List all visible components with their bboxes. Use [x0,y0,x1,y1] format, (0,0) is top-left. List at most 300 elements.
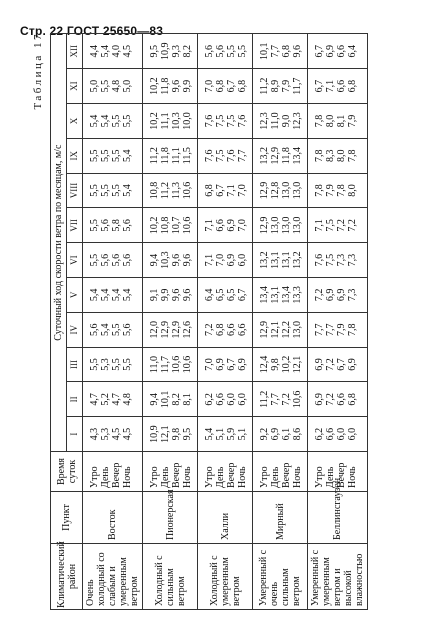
wind-speed-value: 10,1 [259,42,270,61]
wind-speed-cell [308,382,368,417]
wind-speed-cell [143,347,198,382]
table-row [198,34,253,610]
wind-speed-value: 5,4 [122,288,133,302]
wind-speed-cell [308,34,368,69]
wind-speed-value: 7,2 [314,288,325,302]
wind-speed-value: 11,1 [171,147,182,165]
time-of-day-cell [143,452,198,492]
wind-speed-value: 6,8 [347,393,358,406]
wind-speed-value: 11,0 [149,355,160,374]
wind-speed-value: 13,0 [292,181,303,200]
month-header: XI [67,69,83,104]
wind-speed-cell [83,104,143,139]
wind-speed-value: 6,4 [347,45,358,58]
wind-speed-cell [83,34,143,69]
wind-speed-value: 6,8 [215,79,226,93]
wind-speed-cell [143,104,198,139]
wind-speed-value: 10,8 [160,216,171,235]
wind-speed-value: 7,7 [314,323,325,336]
wind-speed-value: 6,6 [237,323,248,336]
wind-speed-value: 12,9 [259,216,270,235]
wind-speed-value: 6,2 [314,427,325,441]
wind-speed-cell [198,347,253,382]
time-of-day-label: Утро [149,466,160,488]
wind-speed-value: 11,1 [160,112,171,130]
wind-speed-value: 10,2 [149,216,160,235]
wind-speed-value: 5,4 [100,288,111,302]
wind-speed-value: 4,3 [89,427,100,441]
wind-speed-value: 10,2 [149,112,160,130]
wind-speed-value: 5,6 [100,219,111,232]
wind-speed-value: 7,9 [325,184,336,197]
wind-speed-value: 7,0 [204,79,215,93]
wind-speed-value: 5,4 [89,288,100,302]
wind-speed-cell [83,173,143,208]
wind-speed-value: 9,6 [182,288,193,302]
time-of-day-label: Вечер [111,462,122,488]
wind-speed-value: 6,6 [336,393,347,406]
wind-speed-value: 12,8 [270,181,281,200]
wind-speed-value: 7,9 [347,114,358,128]
wind-speed-cell [83,417,143,452]
wind-speed-value: 5,6 [122,219,133,232]
wind-speed-value: 11,2 [259,77,270,95]
wind-speed-value: 5,5 [89,184,100,197]
wind-speed-value: 7,2 [325,358,336,371]
wind-speed-value: 12,9 [171,320,182,339]
wind-speed-value: 6,0 [237,393,248,406]
time-of-day-label: День [325,466,336,488]
wind-speed-value: 7,9 [336,323,347,336]
wind-speed-value: 7,2 [281,393,292,406]
wind-speed-value: 7,0 [237,219,248,232]
wind-speed-value: 4,4 [89,45,100,58]
wind-speed-value: 8,3 [325,149,336,162]
wind-speed-value: 12,6 [182,320,193,339]
wind-speed-value: 10,6 [171,355,182,374]
wind-speed-cell [83,138,143,173]
time-of-day-label: Утро [314,466,325,488]
wind-speed-value: 13,2 [259,146,270,165]
wind-speed-value: 12,1 [270,320,281,339]
wind-speed-value: 13,0 [292,320,303,339]
wind-speed-value: 11,5 [182,147,193,165]
wind-speed-cell [308,417,368,452]
wind-speed-cell [308,278,368,313]
table-row [253,34,308,610]
wind-speed-value: 5,5 [89,253,100,267]
wind-speed-value: 7,3 [347,253,358,267]
wind-speed-value: 5,5 [89,219,100,232]
wind-speed-value: 5,0 [122,79,133,93]
wind-speed-cell [198,69,253,104]
wind-speed-value: 8,0 [347,184,358,197]
wind-speed-cell [308,104,368,139]
wind-speed-value: 9,2 [259,427,270,441]
wind-speed-value: 8,1 [182,393,193,406]
wind-speed-value: 7,1 [226,184,237,197]
wind-speed-value: 6,6 [215,393,226,406]
time-of-day-label: Утро [259,466,270,488]
wind-speed-cell [198,417,253,452]
city-cell: Восток [83,492,143,544]
wind-speed-value: 9,6 [171,79,182,93]
month-header: VI [67,243,83,278]
wind-speed-value: 9,6 [171,288,182,302]
wind-speed-value: 13,2 [259,251,270,269]
wind-speed-value: 7,6 [226,149,237,162]
wind-speed-value: 7,8 [314,184,325,197]
wind-speed-cell [198,138,253,173]
time-of-day-label: Вечер [226,462,237,488]
wind-speed-value: 7,8 [347,149,358,162]
wind-speed-value: 6,0 [336,427,347,441]
page-header: Стр. 22 ГОСТ 25650—83 [20,24,164,38]
wind-speed-value: 5,5 [226,45,237,58]
wind-speed-value: 5,6 [89,323,100,336]
wind-speed-value: 6,0 [226,393,237,406]
wind-speed-value: 8,0 [336,149,347,162]
wind-speed-value: 12,2 [281,320,292,339]
wind-speed-value: 11,2 [259,390,270,408]
wind-speed-value: 13,0 [281,181,292,200]
wind-speed-value: 5,6 [122,253,133,267]
header-row-1 [51,34,67,610]
wind-speed-value: 10,9 [149,425,160,443]
time-header: Время суток [51,452,83,492]
climatic-region-cell: Умеренный с умеренным ветром и высокой влажностью [308,544,368,610]
wind-speed-value: 6,1 [281,427,292,441]
wind-speed-value: 9,8 [270,358,281,371]
month-header: II [67,382,83,417]
wind-speed-value: 4,0 [111,45,122,58]
wind-speed-value: 6,8 [215,323,226,336]
wind-speed-value: 12,3 [259,112,270,130]
wind-speed-cell [253,347,308,382]
wind-speed-value: 9,4 [149,253,160,267]
wind-speed-value: 5,2 [100,393,111,406]
wind-speed-value: 7,0 [237,184,248,197]
wind-speed-value: 7,0 [204,358,215,371]
wind-speed-value: 5,4 [111,288,122,302]
wind-speed-value: 10,8 [149,181,160,200]
wind-speed-value: 5,5 [89,149,100,162]
wind-speed-value: 5,5 [100,79,111,93]
wind-speed-value: 6,9 [226,219,237,232]
wind-speed-value: 6,7 [226,358,237,371]
wind-speed-cell [198,243,253,278]
wind-speed-value: 7,7 [270,393,281,406]
wind-speed-value: 13,4 [281,286,292,304]
climatic-region-cell: Очень холодный со слабым и умеренным ветром [83,544,143,610]
wind-speed-value: 7,2 [336,219,347,232]
time-of-day-label: Ночь [347,466,358,488]
wind-speed-value: 11,3 [171,181,182,200]
time-of-day-label: Вечер [281,462,292,488]
wind-speed-value: 11,7 [160,355,171,374]
wind-speed-cell [253,138,308,173]
wind-speed-value: 7,1 [325,79,336,93]
wind-speed-value: 5,5 [100,184,111,197]
wind-speed-value: 6,5 [226,288,237,302]
wind-speed-value: 12,3 [292,112,303,130]
wind-speed-value: 10,1 [160,390,171,409]
wind-speed-value: 6,0 [347,427,358,441]
time-of-day-label: Ночь [292,466,303,488]
wind-speed-value: 5,3 [100,427,111,441]
wind-speed-cell [83,382,143,417]
month-header: V [67,278,83,313]
time-of-day-label: Вечер [171,462,182,488]
wind-speed-cell [143,208,198,243]
wind-speed-value: 7,8 [314,114,325,128]
wind-speed-value: 12,1 [292,355,303,374]
climatic-region-cell: Холодный с сильным ветром [143,544,198,610]
city-cell: Халли [198,492,253,544]
wind-speed-value: 5,5 [111,323,122,336]
wind-speed-value: 7,3 [347,288,358,302]
time-of-day-label: День [215,466,226,488]
wind-speed-value: 6,9 [314,393,325,406]
wind-speed-value: 7,2 [204,323,215,336]
wind-speed-cell [83,278,143,313]
wind-speed-value: 8,6 [292,427,303,441]
wind-speed-value: 7,8 [314,149,325,162]
wind-speed-value: 5,4 [100,45,111,58]
wind-speed-value: 10,6 [292,390,303,409]
wind-speed-value: 7,6 [204,149,215,162]
wind-speed-value: 9,8 [171,427,182,441]
wind-speed-value: 8,2 [182,45,193,58]
wind-speed-value: 5,4 [204,427,215,441]
wind-speed-cell [143,312,198,347]
wind-speed-value: 5,5 [111,184,122,197]
wind-speed-value: 13,4 [259,286,270,304]
wind-speed-value: 4,5 [122,45,133,58]
wind-speed-cell [253,382,308,417]
wind-speed-cell [198,312,253,347]
wind-speed-cell [253,312,308,347]
table-row [308,34,368,610]
wind-speed-cell [83,347,143,382]
wind-speed-value: 5,4 [100,323,111,336]
wind-speed-value: 6,4 [204,288,215,302]
wind-speed-value: 11,8 [160,147,171,165]
wind-speed-cell [143,243,198,278]
wind-speed-cell [83,243,143,278]
wind-speed-cell [253,243,308,278]
time-of-day-label: День [100,466,111,488]
wind-speed-value: 6,2 [204,393,215,406]
wind-speed-value: 13,4 [292,146,303,165]
wind-speed-value: 12,1 [160,425,171,443]
wind-speed-value: 9,3 [171,45,182,58]
wind-speed-value: 13,1 [281,251,292,269]
wind-speed-cell [308,243,368,278]
monthly-group-header: Суточный ход скорости ветра по месяцам, м/с [51,34,67,452]
wind-speed-value: 6,7 [215,184,226,197]
wind-speed-value: 10,2 [281,355,292,374]
wind-speed-value: 9,1 [149,288,160,302]
wind-speed-value: 5,5 [111,149,122,162]
city-cell: Пионерская [143,492,198,544]
time-of-day-label: Утро [89,466,100,488]
climatic-region-header: Климатический район [51,544,83,610]
wind-speed-value: 5,8 [111,219,122,232]
wind-speed-cell [198,173,253,208]
wind-speed-value: 10,6 [182,216,193,235]
wind-speed-value: 6,9 [237,358,248,371]
wind-speed-value: 5,9 [226,427,237,441]
wind-speed-cell [198,104,253,139]
wind-speed-cell [198,382,253,417]
wind-speed-value: 7,8 [336,184,347,197]
wind-speed-cell [83,208,143,243]
wind-speed-value: 9,0 [281,114,292,128]
wind-speed-value: 6,7 [314,79,325,93]
wind-speed-value: 7,5 [325,219,336,232]
wind-speed-value: 8,0 [325,114,336,128]
wind-speed-value: 11,8 [160,77,171,95]
wind-speed-value: 13,1 [270,286,281,304]
wind-speed-value: 5,6 [204,45,215,58]
table-row [143,34,198,610]
month-header: I [67,417,83,452]
wind-speed-value: 5,5 [111,114,122,128]
wind-speed-value: 4,8 [122,393,133,406]
month-header: IX [67,138,83,173]
wind-speed-value: 5,4 [100,114,111,128]
wind-speed-value: 8,1 [336,114,347,128]
wind-speed-cell [143,69,198,104]
wind-speed-value: 5,4 [122,184,133,197]
wind-speed-cell [143,173,198,208]
wind-speed-value: 7,5 [226,114,237,128]
wind-speed-value: 10,7 [171,216,182,235]
wind-speed-value: 7,1 [314,219,325,232]
wind-speed-cell [198,208,253,243]
wind-speed-value: 6,8 [204,184,215,197]
wind-speed-value: 4,5 [111,427,122,441]
time-of-day-label: Ночь [182,466,193,488]
wind-speed-cell [253,34,308,69]
wind-speed-value: 9,6 [171,253,182,267]
wind-speed-value: 12,0 [149,320,160,339]
month-header: VII [67,208,83,243]
climatic-region-cell: Холодный с умеренным ветром [198,544,253,610]
wind-speed-value: 7,7 [270,45,281,58]
month-header: III [67,347,83,382]
wind-speed-value: 9,4 [149,393,160,406]
wind-speed-value: 6,7 [336,358,347,371]
wind-speed-value: 6,6 [215,219,226,232]
wind-speed-value: 7,1 [204,219,215,232]
wind-speed-value: 5,6 [215,45,226,58]
time-of-day-cell [253,452,308,492]
wind-speed-value: 11,0 [270,112,281,130]
wind-speed-value: 6,6 [325,427,336,441]
city-cell: Мирный [253,492,308,544]
wind-speed-value: 10,3 [171,112,182,130]
time-of-day-label: Ночь [122,466,133,488]
month-header: XII [67,34,83,69]
wind-speed-cell [83,312,143,347]
wind-speed-value: 10,9 [160,42,171,61]
wind-speed-cell [143,138,198,173]
wind-speed-value: 6,9 [325,45,336,58]
wind-speed-value: 13,0 [292,216,303,235]
wind-speed-value: 5,6 [100,253,111,267]
wind-speed-cell [143,34,198,69]
wind-speed-cell [253,104,308,139]
wind-speed-value: 9,6 [182,253,193,267]
wind-speed-value: 5,6 [122,323,133,336]
wind-speed-value: 9,9 [160,288,171,302]
wind-speed-value: 5,0 [89,79,100,93]
wind-speed-value: 13,1 [270,251,281,269]
wind-speed-value: 13,0 [281,216,292,235]
wind-speed-value: 7,5 [325,253,336,267]
time-of-day-cell [308,452,368,492]
time-of-day-label: День [270,466,281,488]
wind-speed-value: 12,9 [259,181,270,200]
wind-speed-value: 5,4 [89,114,100,128]
wind-speed-value: 10,0 [182,112,193,130]
wind-speed-value: 7,3 [336,253,347,267]
wind-speed-value: 11,2 [160,181,171,200]
month-header: VIII [67,173,83,208]
wind-speed-value: 5,4 [122,149,133,162]
wind-speed-value: 12,9 [259,320,270,339]
wind-speed-value: 12,9 [270,146,281,165]
wind-speed-value: 5,5 [111,358,122,371]
wind-speed-value: 10,6 [182,355,193,374]
wind-speed-value: 6,9 [215,358,226,371]
wind-speed-value: 5,5 [122,114,133,128]
time-of-day-cell [198,452,253,492]
wind-speed-value: 9,6 [292,45,303,58]
wind-speed-value: 7,7 [325,323,336,336]
month-header: X [67,104,83,139]
time-of-day-label: Вечер [336,462,347,488]
rotated-table-container [32,30,392,610]
wind-speed-value: 6,9 [226,253,237,267]
table-title: Таблица 17 [32,32,44,110]
wind-speed-value: 11,2 [149,147,160,165]
wind-speed-cell [198,278,253,313]
wind-speed-value: 6,8 [347,79,358,93]
wind-speed-value: 6,6 [226,323,237,336]
wind-speed-value: 5,5 [237,45,248,58]
wind-speed-value: 4,7 [111,393,122,406]
wind-speed-cell [308,69,368,104]
city-header: Пункт [51,492,83,544]
wind-speed-value: 10,3 [160,251,171,269]
wind-speed-value: 13,2 [292,251,303,269]
wind-speed-value: 5,5 [122,358,133,371]
wind-speed-value: 13,3 [292,286,303,304]
wind-speed-value: 7,6 [204,114,215,128]
wind-speed-value: 5,5 [100,149,111,162]
wind-speed-value: 5,1 [237,427,248,441]
wind-speed-value: 9,5 [149,45,160,58]
wind-speed-cell [308,173,368,208]
time-of-day-label: Ночь [237,466,248,488]
wind-speed-value: 6,6 [336,45,347,58]
table-body [83,34,368,610]
wind-speed-value: 6,7 [314,45,325,58]
wind-speed-cell [253,208,308,243]
